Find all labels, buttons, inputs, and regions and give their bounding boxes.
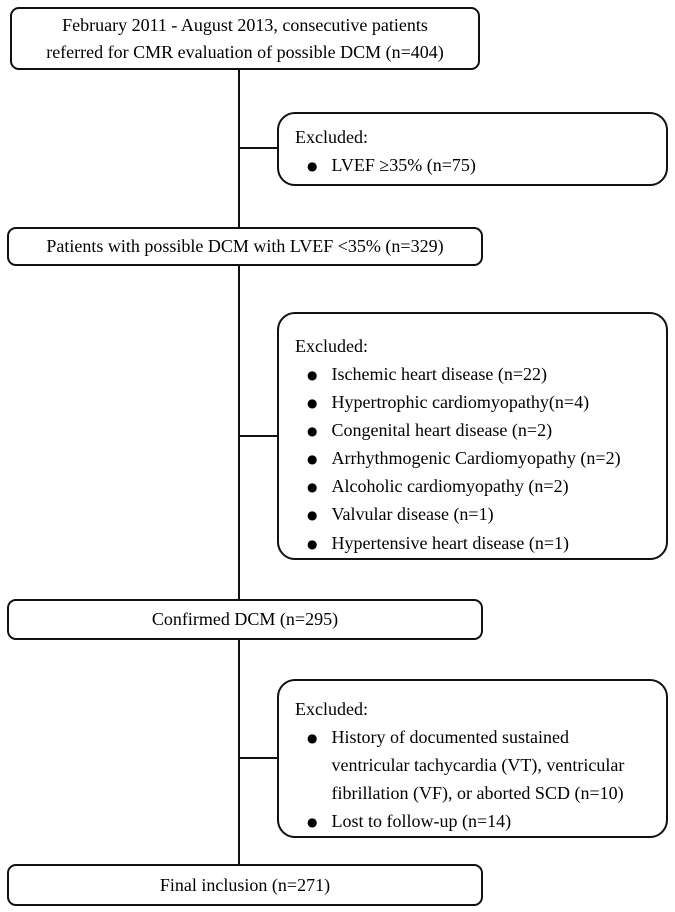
box-excluded-lvef xyxy=(277,112,668,186)
list-item xyxy=(295,151,650,179)
box-possible-dcm xyxy=(7,227,483,266)
bullet-icon: ● xyxy=(307,536,318,551)
bullet-icon: ● xyxy=(307,159,318,174)
excluded-diagnoses-item: Alcoholic cardiomyopathy (n=2) xyxy=(331,476,569,497)
box-final-inclusion-text: Final inclusion (n=271) xyxy=(159,874,331,895)
bullet-icon: ● xyxy=(307,452,318,467)
flow-connector-excluded-3 xyxy=(239,757,279,759)
flow-connector-vertical xyxy=(238,68,240,868)
list-item xyxy=(295,723,650,807)
excluded-diagnoses-item: Congenital heart disease (n=2) xyxy=(331,420,553,441)
list-item xyxy=(295,388,650,416)
excluded-lvef-item: LVEF ≥35% (n=75) xyxy=(331,155,476,176)
box-final-inclusion xyxy=(7,864,483,906)
list-item xyxy=(295,472,650,500)
box-possible-dcm-text: Patients with possible DCM with LVEF <35% (n=329) xyxy=(46,236,444,256)
excluded-diagnoses-item: Hypertensive heart disease (n=1) xyxy=(331,532,570,553)
excluded-followup-item: Lost to follow-up (n=14) xyxy=(331,811,512,832)
excluded-followup-title: Excluded: xyxy=(295,699,368,719)
excluded-diagnoses-title: Excluded: xyxy=(295,336,368,356)
bullet-icon: ● xyxy=(307,424,318,439)
list-item xyxy=(295,529,650,557)
excluded-diagnoses-item: Valvular disease (n=1) xyxy=(331,504,494,525)
bullet-icon: ● xyxy=(307,480,318,495)
list-item xyxy=(295,444,650,472)
bullet-icon: ● xyxy=(307,396,318,411)
flow-connector-excluded-1 xyxy=(239,147,279,149)
bullet-icon: ● xyxy=(307,368,318,383)
box-referred-patients-line1: February 2011 - August 2013, consecutive patients xyxy=(62,14,428,35)
box-referred-patients-line2: referred for CMR evaluation of possible DCM (n=404) xyxy=(46,41,444,62)
excluded-diagnoses-item: Hypertrophic cardiomyopathy(n=4) xyxy=(331,392,590,413)
list-item xyxy=(295,416,650,444)
bullet-icon: ● xyxy=(307,815,318,830)
list-item xyxy=(295,360,650,388)
box-referred-patients xyxy=(10,7,480,70)
excluded-followup-item: History of documented sustained ventricular tachycardia (VT), ventricular fibrillation (VF), or aborted SCD (n=10) xyxy=(331,727,625,804)
bullet-icon: ● xyxy=(307,731,318,746)
box-confirmed-dcm-text: Confirmed DCM (n=295) xyxy=(151,609,339,629)
box-confirmed-dcm xyxy=(7,599,483,640)
excluded-diagnoses-item: Ischemic heart disease (n=22) xyxy=(331,364,548,385)
box-excluded-diagnoses xyxy=(277,312,668,560)
excluded-diagnoses-item: Arrhythmogenic Cardiomyopathy (n=2) xyxy=(331,448,621,469)
list-item xyxy=(295,807,650,835)
excluded-lvef-title: Excluded: xyxy=(295,127,368,147)
bullet-icon: ● xyxy=(307,508,318,523)
box-referred-patients-text xyxy=(46,12,444,66)
list-item xyxy=(295,500,650,528)
box-excluded-followup xyxy=(277,679,668,838)
flow-connector-excluded-2 xyxy=(239,435,279,437)
